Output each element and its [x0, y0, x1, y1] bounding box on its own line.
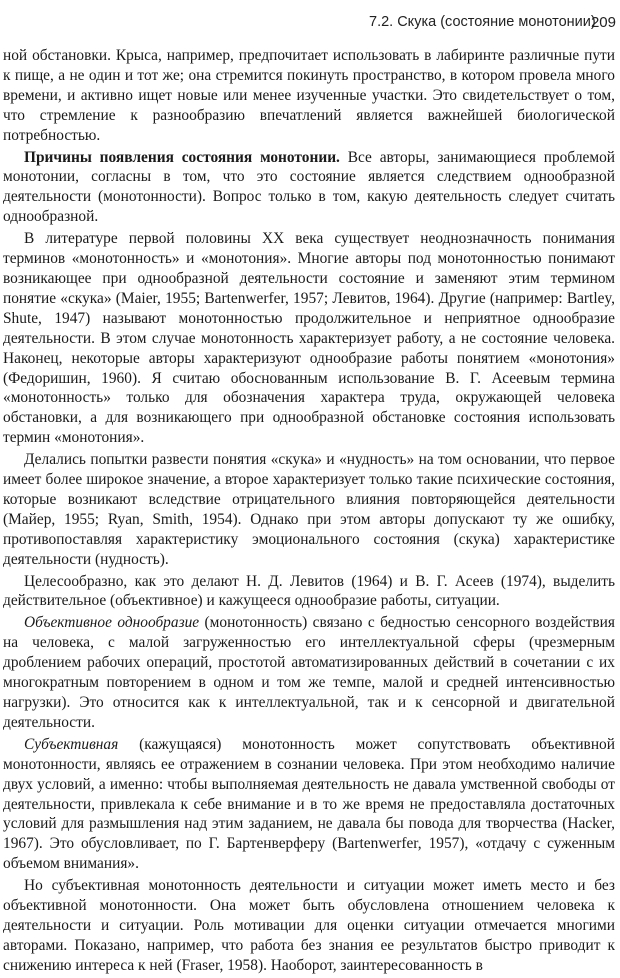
- paragraph-subjective-monotony: [3, 735, 615, 874]
- paragraph-heading-bold: Причины появления состояния монотонии.: [24, 148, 340, 166]
- page-number: 209: [590, 14, 616, 31]
- paragraph-text: (монотонность) связано с бедностью сенсорного воздействия на человека, с малой загруженностью его интеллектуальной сферы (чрезмерным дроблением рабочих операций, простотой автоматизированных действий в сочетании с их многократным повторением в одном и том же темпе, малой и средней интенсивностью нагрузки). Это относится как к интеллектуальной, так и к сенсорной и двигательной деятельности.: [3, 614, 615, 731]
- paragraph-literature: [3, 229, 615, 448]
- paragraph-motivation: [3, 876, 615, 976]
- paragraph-text: Но субъективная монотонность деятельности и ситуации может иметь место и без объективной монотонности. Она может быть обусловлена отношением человека к деятельности и ситуации. Роль мотивации для оценки ситуации отмечается многими авторами. Показано, например, что работа без знания ее результатов быстро приводит к снижению интереса к ней (Fraser, 1958). Наоборот, заинтересованность в: [3, 877, 615, 974]
- paragraph-causes: [3, 148, 615, 228]
- paragraph-text: Целесообразно, как это делают Н. Д. Левитов (1964) и В. Г. Асеев (1974), выделить действительное (объективное) и кажущееся однообразие работы, ситуации.: [3, 572, 615, 610]
- paragraph-text: (кажущаяся) монотонность может сопутствовать объективной монотонности, являясь ее отражением в сознании человека. При этом необходимо наличие двух условий, а именно: чтобы выполняемая деятельность не давала умственной свободы от деятельности, привлекала к себе внимание и в то же время не предоставляла достаточных условий для размышления над этим заданием, не давала бы повода для творчества (Hacker, 1967). Это обусловливает, по Г. Бартенверферу (Bartenwerfer, 1957), «отдачу с суженным объемом внимания».: [3, 735, 615, 873]
- paragraph-term-italic: Субъективная: [24, 735, 119, 753]
- paragraph-boredom-tedium: [3, 450, 615, 569]
- running-header: [0, 14, 616, 36]
- paragraph-text: В литературе первой половины XX века существует неоднозначность понимания терминов «монотонность» и «монотония». Многие авторы под монотонностью понимают возникающее при однообразной деятельности состояние и заменяют этим термином понятие «скука» (Maier, 1955; Bartenwerfer, 1957; Левитов, 1964). Другие (например: Bartley, Shute, 1947) называют монотонностью продолжительное и неприятное однообразие деятельности. В этом случае монотонность характеризует работу, а не состояние человека. Наконец, некоторые авторы характеризуют однообразие работы понятием «монотония» (Федоришин, 1960). Я считаю обоснованным использование В. Г. Асеевым термина «монотонность» только для обозначения характера труда, окружающей человека обстановки, а для возникающего при однообразной обстановке состояния использовать термин «монотония».: [3, 230, 615, 447]
- paragraph-text: Все авторы, занимающиеся проблемой монотонии, согласны в том, что это состояние является следствием однообразной деятельности (монотонности). Вопрос только в том, какую деятельность следует считать однообразной.: [3, 148, 616, 226]
- paragraph-continuation: [3, 46, 615, 146]
- paragraph-text: Делались попытки развести понятия «скука» и «нудность» на том основании, что первое имеет более широкое значение, а второе характеризует только такие психические состояния, которые возникают вследствие отрицательного влияния повторяющейся деятельности (Майер, 1955; Ryan, Smith, 1954). Однако при этом авторы допускают ту же ошибку, противопоставляя характеристику эмоционального состояния (скука) характеристике деятельности (нудность).: [3, 451, 615, 568]
- running-title: 7.2. Скука (состояние монотонии): [369, 14, 596, 30]
- paragraph-term-italic: Объективное однообразие: [24, 614, 200, 632]
- paragraph-levitov-aseev: [3, 572, 615, 612]
- paragraph-text: ной обстановки. Крыса, например, предпочитает использовать в лабиринте различные пути к пище, а не один и тот же; она стремится покинуть пространство, в котором провела много времени, и активно ищет новые или менее изученные участки. Это свидетельствует о том, что стремление к разнообразию впечатлений является важнейшей биологической потребностью.: [3, 47, 615, 144]
- body-text: [3, 46, 615, 978]
- paragraph-objective-monotony: [3, 613, 615, 732]
